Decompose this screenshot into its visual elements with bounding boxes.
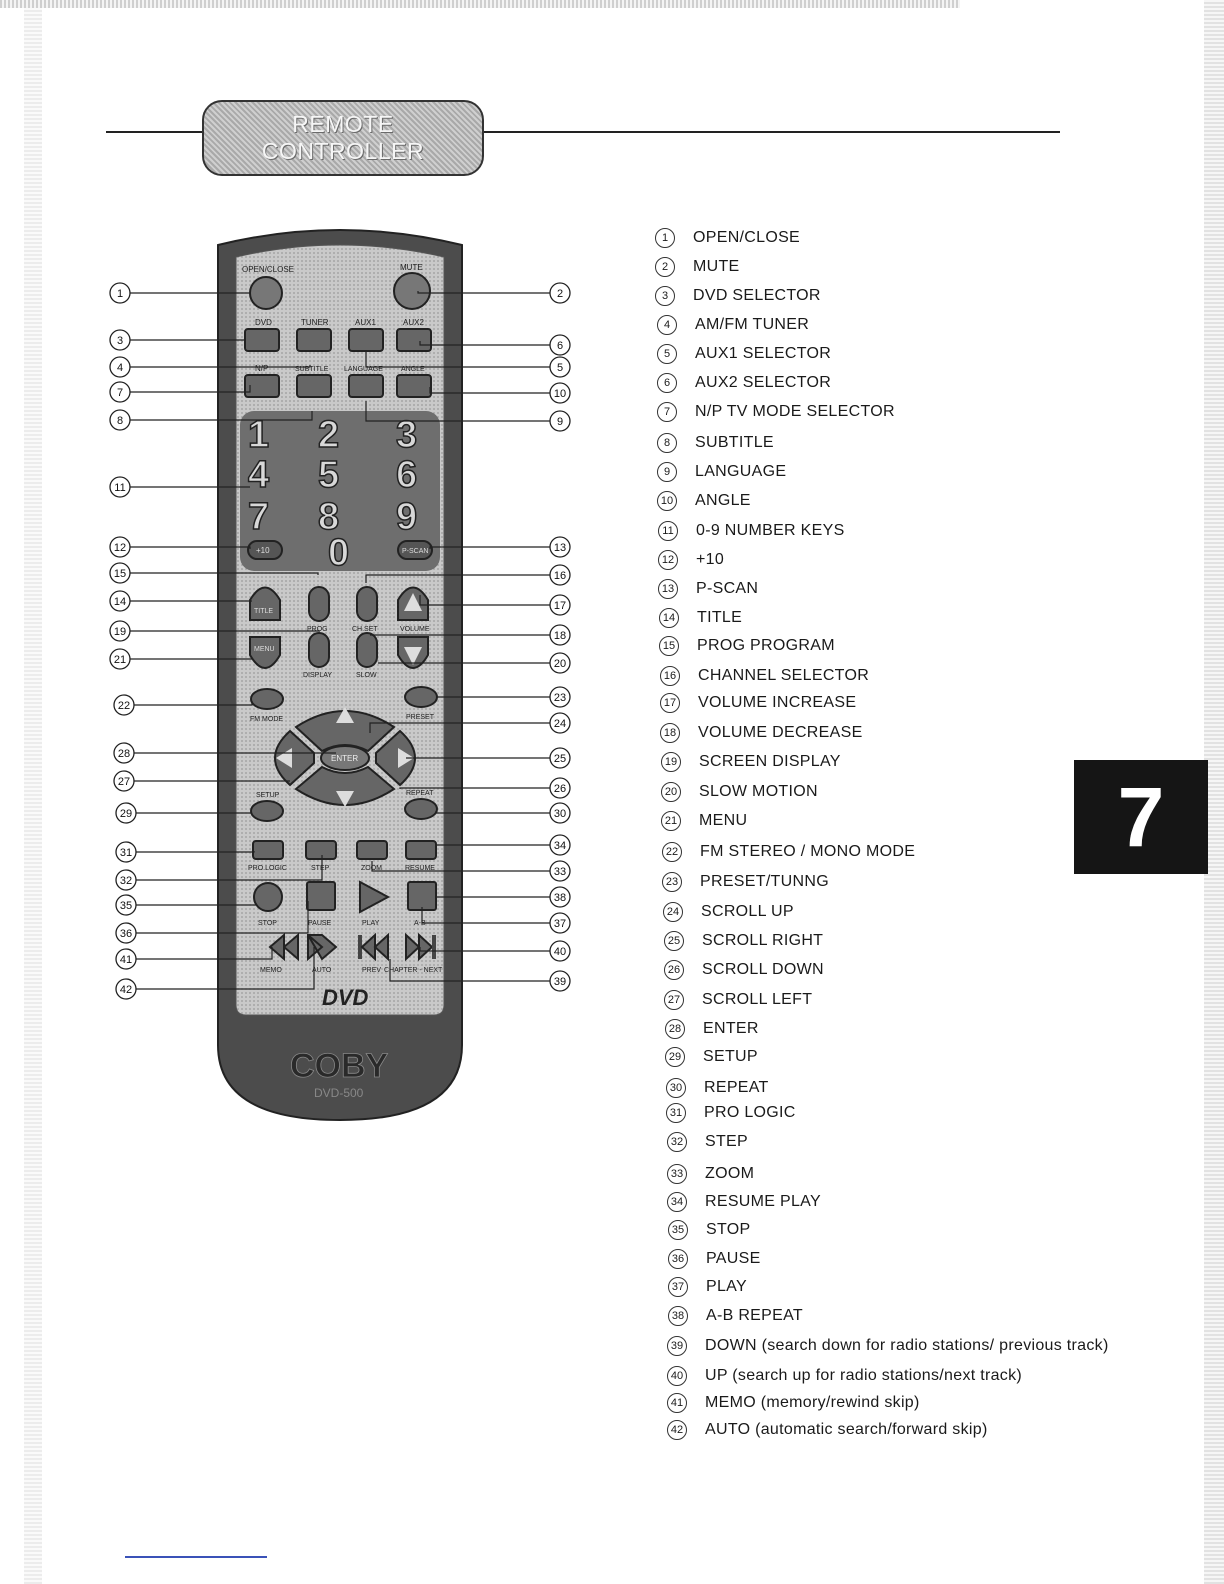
legend-number: 19 — [661, 752, 681, 772]
legend-item — [658, 579, 758, 599]
label-auto: AUTO — [312, 967, 332, 974]
legend-number: 31 — [666, 1103, 686, 1123]
remote-control-diagram — [100, 215, 590, 1135]
legend-label: LANGUAGE — [695, 463, 787, 480]
label-repeat: REPEAT — [406, 790, 434, 797]
aux1-button[interactable] — [349, 329, 383, 351]
legend-item — [655, 286, 821, 306]
label-step: STEP — [311, 865, 330, 872]
legend-number: 14 — [659, 608, 679, 628]
legend-label: FM STEREO / MONO MODE — [700, 843, 916, 860]
legend-label: SUBTITLE — [695, 434, 774, 451]
callout-number: 42 — [119, 984, 133, 996]
digit-8[interactable]: 8 — [318, 496, 340, 538]
legend-item — [664, 931, 823, 951]
callout-number: 17 — [553, 600, 567, 612]
label-angle: ANGLE — [401, 366, 425, 373]
legend-number: 17 — [660, 693, 680, 713]
callout-number: 14 — [113, 596, 127, 608]
callout-number: 5 — [556, 362, 564, 374]
legend-number: 24 — [663, 902, 683, 922]
digit-5[interactable]: 5 — [318, 454, 340, 496]
callout-number: 8 — [116, 415, 124, 427]
digit-6[interactable]: 6 — [396, 454, 418, 496]
pro-logic-button[interactable] — [253, 841, 283, 859]
callout-number: 28 — [117, 748, 131, 760]
legend-number: 20 — [661, 782, 681, 802]
label-preset: PRESET — [406, 714, 435, 721]
legend-label: ANGLE — [695, 492, 751, 509]
subtitle-button[interactable] — [297, 375, 331, 397]
legend-number: 7 — [657, 402, 677, 422]
legend-number: 25 — [664, 931, 684, 951]
legend-label: PROG PROGRAM — [697, 637, 835, 654]
legend-item — [665, 1019, 759, 1039]
legend-label: TITLE — [697, 609, 743, 626]
legend-item — [666, 1103, 796, 1123]
preset-button[interactable] — [405, 687, 437, 707]
callout-number: 27 — [117, 776, 131, 788]
display-button[interactable] — [309, 633, 329, 667]
legend-label: MUTE — [693, 258, 740, 275]
legend-item — [661, 811, 747, 831]
label-np: N/P — [255, 364, 269, 373]
legend-number: 2 — [655, 257, 675, 277]
callout-number: 7 — [116, 387, 124, 399]
label-resume: RESUME — [405, 865, 435, 872]
callout-number: 6 — [556, 340, 564, 352]
label-mute: MUTE — [400, 263, 423, 272]
legend-item — [658, 550, 724, 570]
label-ab: A-B — [414, 920, 426, 927]
label-title: TITLE — [254, 608, 274, 615]
label-setup: SETUP — [256, 792, 280, 799]
ab-repeat-button[interactable] — [408, 882, 436, 910]
legend-item — [659, 608, 742, 628]
angle-button[interactable] — [397, 375, 431, 397]
legend-item — [655, 257, 740, 277]
scan-border-left — [24, 8, 42, 1584]
label-chset: CH.SET — [352, 626, 378, 633]
label-menu: MENU — [254, 646, 275, 653]
digit-3[interactable]: 3 — [396, 414, 418, 456]
legend-label: REPEAT — [704, 1079, 769, 1096]
label-chapter-next: CHAPTER - NEXT — [384, 967, 443, 974]
legend-number: 38 — [668, 1306, 688, 1326]
legend-number: 35 — [668, 1220, 688, 1240]
legend-item — [662, 872, 829, 892]
digit-1[interactable]: 1 — [248, 414, 270, 456]
legend-number: 5 — [657, 344, 677, 364]
legend-item — [660, 666, 869, 686]
callout-number: 15 — [113, 568, 127, 580]
legend-label: PLAY — [706, 1278, 747, 1295]
stop-button[interactable] — [254, 883, 282, 911]
label-fm-mode: FM MODE — [250, 716, 284, 723]
legend-number: 9 — [657, 462, 677, 482]
legend-item — [657, 491, 751, 511]
label-plus10: +10 — [256, 546, 270, 555]
language-button[interactable] — [349, 375, 383, 397]
legend-number: 29 — [665, 1047, 685, 1067]
legend-label: SETUP — [703, 1048, 758, 1065]
legend-number: 15 — [659, 636, 679, 656]
legend-number: 18 — [660, 723, 680, 743]
legend-item — [667, 1393, 920, 1413]
legend-label: VOLUME DECREASE — [698, 724, 863, 741]
callout-number: 29 — [119, 808, 133, 820]
legend-number: 8 — [657, 433, 677, 453]
legend-item — [668, 1249, 761, 1269]
zoom-button[interactable] — [357, 841, 387, 859]
setup-button[interactable] — [251, 801, 283, 821]
label-display: DISPLAY — [303, 672, 333, 679]
callout-number: 4 — [116, 362, 124, 374]
callout-number: 33 — [553, 866, 567, 878]
model-label: DVD-500 — [314, 1086, 364, 1100]
legend-item — [664, 990, 812, 1010]
legend-label: PRESET/TUNNG — [700, 873, 829, 890]
legend-item — [668, 1306, 803, 1326]
legend-label: PRO LOGIC — [704, 1104, 796, 1121]
callout-number: 20 — [553, 658, 567, 670]
legend-label: ZOOM — [705, 1165, 755, 1182]
legend-number: 41 — [667, 1393, 687, 1413]
callout-number: 10 — [553, 388, 567, 400]
callout-number: 38 — [553, 892, 567, 904]
legend-number: 21 — [661, 811, 681, 831]
legend-number: 34 — [667, 1192, 687, 1212]
legend-item — [667, 1132, 748, 1152]
legend-item — [661, 752, 841, 772]
callout-number: 3 — [116, 335, 124, 347]
legend-number: 27 — [664, 990, 684, 1010]
callout-number: 40 — [553, 946, 567, 958]
legend-item — [657, 402, 895, 422]
callout-number: 18 — [553, 630, 567, 642]
legend-label: SCROLL RIGHT — [702, 932, 824, 949]
legend-label: 0-9 NUMBER KEYS — [696, 522, 845, 539]
tuner-button[interactable] — [297, 329, 331, 351]
legend-item — [662, 842, 915, 862]
digit-4[interactable]: 4 — [248, 454, 270, 496]
callout-number: 35 — [119, 900, 133, 912]
mute-button[interactable] — [394, 273, 430, 309]
legend-item — [664, 960, 824, 980]
step-button[interactable] — [306, 841, 336, 859]
label-subtitle: SUBTITLE — [295, 366, 329, 373]
slow-button[interactable] — [357, 633, 377, 667]
chset-button[interactable] — [357, 587, 377, 621]
legend-number: 4 — [657, 315, 677, 335]
callout-number: 12 — [113, 542, 127, 554]
legend-number: 16 — [660, 666, 680, 686]
label-aux1: AUX1 — [355, 318, 376, 327]
legend-label: +10 — [696, 551, 725, 568]
legend-item — [665, 1047, 758, 1067]
resume-button[interactable] — [406, 841, 436, 859]
legend-label: STEP — [705, 1133, 748, 1150]
legend-item — [658, 521, 845, 541]
label-prog: PROG — [307, 626, 328, 633]
callout-number: 32 — [119, 875, 133, 887]
callout-number: 41 — [119, 954, 133, 966]
label-volume: VOLUME — [400, 626, 430, 633]
callout-number: 37 — [553, 918, 567, 930]
label-aux2: AUX2 — [403, 318, 424, 327]
digit-9[interactable]: 9 — [396, 496, 418, 538]
label-open-close: OPEN/CLOSE — [242, 265, 295, 274]
callout-number: 31 — [119, 847, 133, 859]
label-language: LANGUAGE — [344, 366, 383, 373]
title-button[interactable] — [250, 588, 280, 621]
callout-number: 21 — [113, 654, 127, 666]
callout-number: 23 — [553, 692, 567, 704]
chapter-tab: 7 — [1074, 760, 1208, 874]
legend-item — [661, 782, 818, 802]
legend-number: 1 — [655, 228, 675, 248]
label-prev: PREV — [362, 967, 382, 974]
legend-label: AM/FM TUNER — [695, 316, 810, 333]
legend-label: SCREEN DISPLAY — [699, 753, 841, 770]
legend-item — [663, 902, 794, 922]
label-play: PLAY — [362, 920, 380, 927]
repeat-button[interactable] — [405, 799, 437, 819]
fm-mode-button[interactable] — [251, 689, 283, 709]
legend-item — [657, 315, 809, 335]
callout-number: 22 — [117, 700, 131, 712]
legend-number: 39 — [667, 1336, 687, 1356]
pause-button[interactable] — [307, 882, 335, 910]
legend-number: 26 — [664, 960, 684, 980]
legend-label: VOLUME INCREASE — [698, 694, 857, 711]
callout-number: 2 — [556, 288, 564, 300]
legend-item — [667, 1366, 1022, 1386]
legend-label: DVD SELECTOR — [693, 287, 821, 304]
legend-number: 40 — [667, 1366, 687, 1386]
legend-label: SCROLL LEFT — [702, 991, 813, 1008]
callout-number: 1 — [116, 288, 124, 300]
legend-number: 22 — [662, 842, 682, 862]
label-dvd: DVD — [255, 318, 272, 327]
legend-item — [667, 1336, 1109, 1356]
callout-number: 9 — [556, 416, 564, 428]
label-pro-logic: PRO.LOGIC — [248, 865, 287, 872]
legend-item — [666, 1078, 769, 1098]
legend-number: 6 — [657, 373, 677, 393]
digit-2[interactable]: 2 — [318, 414, 340, 456]
legend-number: 33 — [667, 1164, 687, 1184]
callout-number: 30 — [553, 808, 567, 820]
legend-number: 42 — [667, 1420, 687, 1440]
legend-label: P-SCAN — [696, 580, 759, 597]
section-banner — [202, 100, 484, 176]
aux2-button[interactable] — [397, 329, 431, 351]
legend-number: 13 — [658, 579, 678, 599]
legend-label: RESUME PLAY — [705, 1193, 821, 1210]
legend-label: SCROLL UP — [701, 903, 794, 920]
legend-label: A-B REPEAT — [706, 1307, 803, 1324]
legend-item — [667, 1164, 754, 1184]
legend-item — [660, 693, 856, 713]
label-memo: MEMO — [260, 967, 282, 974]
label-enter: ENTER — [331, 754, 359, 763]
callout-number: 39 — [553, 976, 567, 988]
legend-item — [659, 636, 835, 656]
legend-label: STOP — [706, 1221, 751, 1238]
legend-label: AUTO (automatic search/forward skip) — [705, 1421, 988, 1438]
label-stop: STOP — [258, 920, 277, 927]
legend-item — [657, 344, 831, 364]
legend-label: AUX1 SELECTOR — [695, 345, 832, 362]
label-pscan: P-SCAN — [402, 548, 429, 555]
callout-number: 16 — [553, 570, 567, 582]
callout-number: 36 — [119, 928, 133, 940]
callout-number: 24 — [553, 718, 567, 730]
footer-rule — [125, 1556, 267, 1558]
legend-number: 28 — [665, 1019, 685, 1039]
legend-item — [668, 1277, 747, 1297]
legend-label: CHANNEL SELECTOR — [698, 667, 870, 684]
legend-label: MENU — [699, 812, 748, 829]
callout-number: 11 — [114, 482, 126, 494]
legend-label: MEMO (memory/rewind skip) — [705, 1394, 920, 1411]
label-pause: PAUSE — [308, 920, 332, 927]
legend-number: 10 — [657, 491, 677, 511]
legend-item — [657, 462, 786, 482]
legend-label: PAUSE — [706, 1250, 761, 1267]
dvd-logo: DVD — [322, 985, 369, 1010]
legend-label: DOWN (search down for radio stations/ previous track) — [705, 1337, 1109, 1354]
legend-number: 32 — [667, 1132, 687, 1152]
legend-item — [657, 433, 774, 453]
callout-number: 19 — [113, 626, 127, 638]
label-zoom: ZOOM — [361, 865, 382, 872]
legend-number: 12 — [658, 550, 678, 570]
callout-number: 34 — [553, 840, 567, 852]
legend-number: 30 — [666, 1078, 686, 1098]
digit-0[interactable]: 0 — [328, 532, 350, 574]
legend-number: 36 — [668, 1249, 688, 1269]
callout-number: 25 — [553, 753, 567, 765]
legend-item — [668, 1220, 750, 1240]
callout-number: 26 — [553, 783, 567, 795]
open-close-button[interactable] — [250, 277, 282, 309]
legend-label: ENTER — [703, 1020, 759, 1037]
callout-number: 13 — [553, 542, 567, 554]
legend-item — [657, 373, 831, 393]
banner-line-2: CONTROLLER — [261, 138, 425, 164]
legend-item — [667, 1192, 821, 1212]
banner-line-1: REMOTE — [292, 111, 394, 137]
legend-item — [660, 723, 863, 743]
legend-number: 11 — [658, 521, 678, 541]
legend-label: SCROLL DOWN — [702, 961, 824, 978]
dvd-button[interactable] — [245, 329, 279, 351]
legend-item — [655, 228, 800, 248]
legend-number: 23 — [662, 872, 682, 892]
legend-label: AUX2 SELECTOR — [695, 374, 832, 391]
legend-number: 37 — [668, 1277, 688, 1297]
scan-border-top — [0, 0, 960, 8]
label-slow: SLOW — [356, 672, 377, 679]
prog-button[interactable] — [309, 587, 329, 621]
legend-label: OPEN/CLOSE — [693, 229, 801, 246]
legend-label: N/P TV MODE SELECTOR — [695, 403, 895, 420]
legend-label: SLOW MOTION — [699, 783, 818, 800]
legend-label: UP (search up for radio stations/next track) — [705, 1367, 1023, 1384]
legend-number: 3 — [655, 286, 675, 306]
legend-item — [667, 1420, 988, 1440]
digit-7[interactable]: 7 — [248, 496, 270, 538]
label-tuner: TUNER — [301, 318, 329, 327]
brand-logo: COBY — [290, 1047, 389, 1085]
